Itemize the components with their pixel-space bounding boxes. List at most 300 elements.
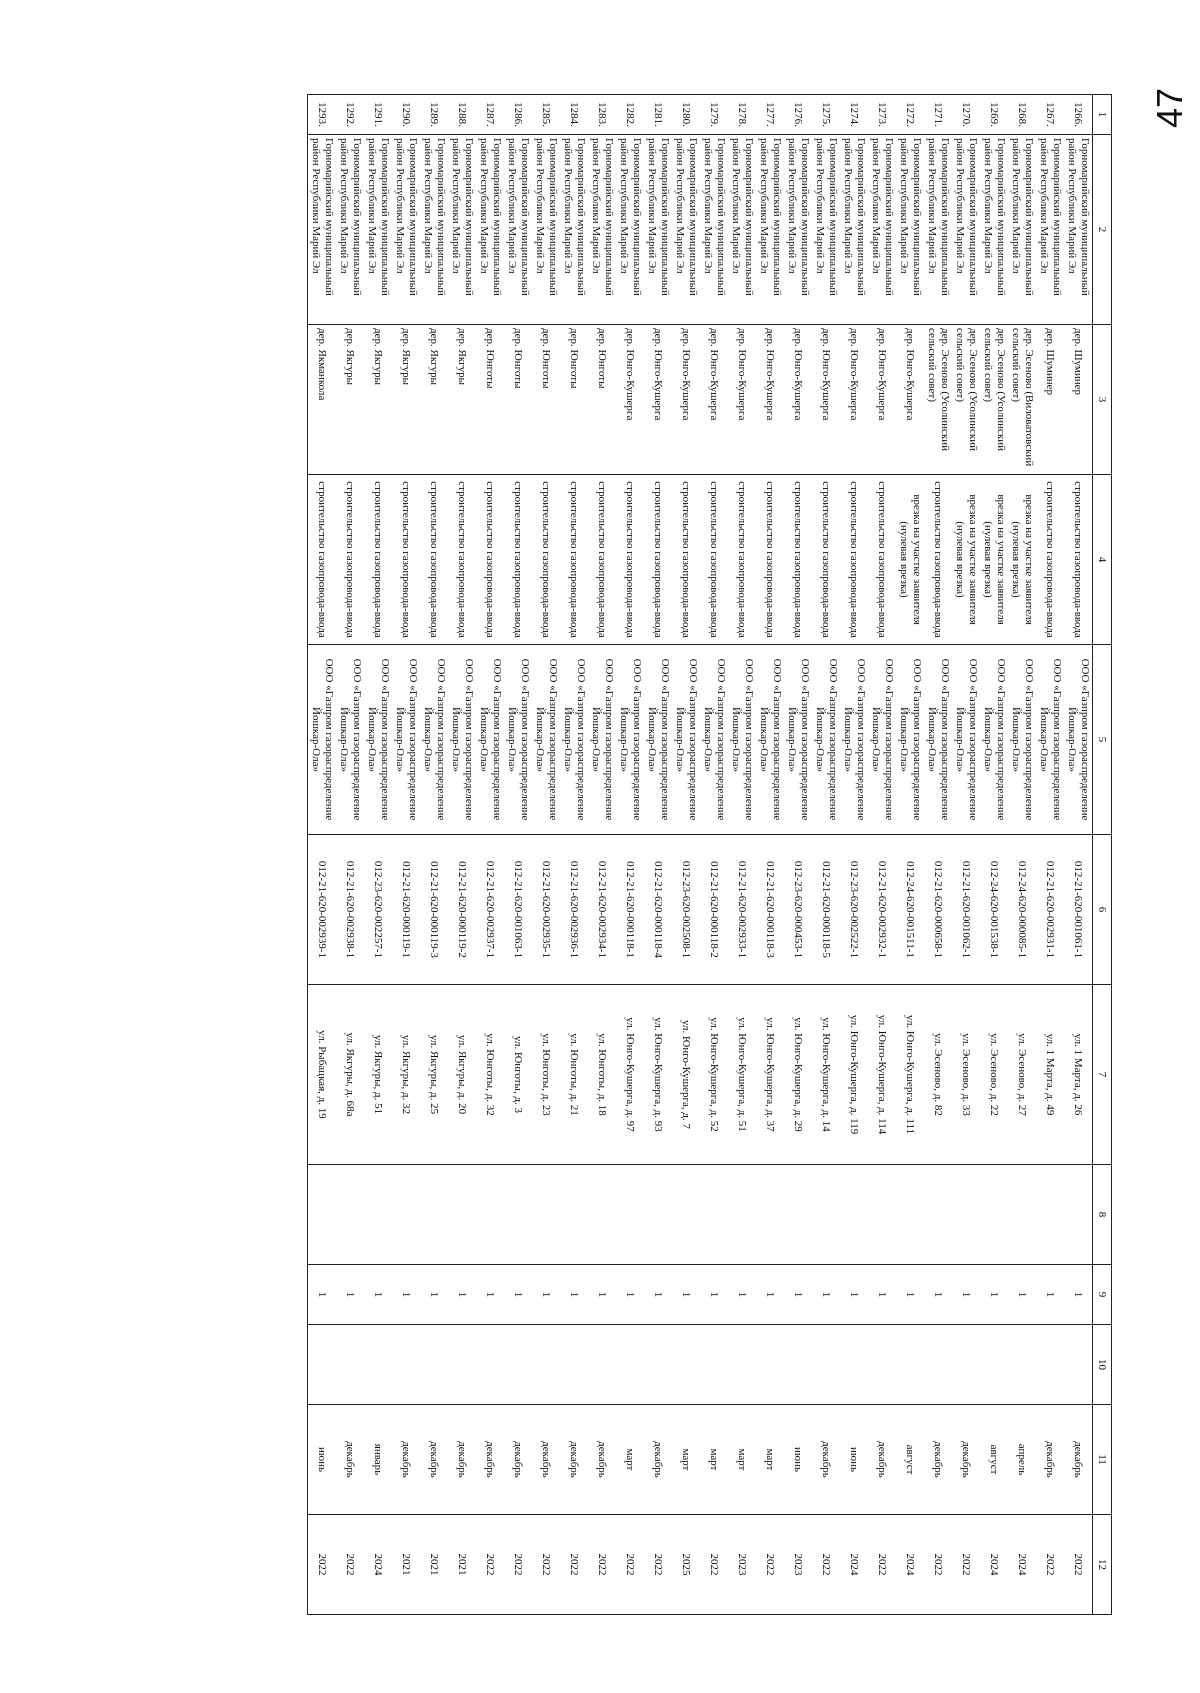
- cell-col-8: [308, 1165, 337, 1265]
- cell-row-number: 1276.: [784, 95, 812, 135]
- cell-col-8: [672, 1165, 700, 1265]
- cell-col-10: [560, 1325, 588, 1405]
- cell-col-10: [896, 1325, 924, 1405]
- cell-municipality: Горномарийский муниципальный район Республики Марий Эл: [476, 135, 504, 325]
- cell-year: 2024: [1008, 1515, 1036, 1615]
- cell-address: ул. Юнготы, д. 3: [504, 985, 532, 1165]
- cell-work-type: строительство газопровода-ввода: [840, 475, 868, 645]
- cell-settlement: дер. Якманкола: [308, 325, 337, 475]
- cell-col-8: [448, 1165, 476, 1265]
- cell-col-10: [980, 1325, 1008, 1405]
- cell-col-8: [784, 1165, 812, 1265]
- cell-col-10: [728, 1325, 756, 1405]
- cell-work-type: строительство газопровода-ввода: [336, 475, 364, 645]
- cell-row-number: 1290.: [392, 95, 420, 135]
- cell-work-type: строительство газопровода-ввода: [504, 475, 532, 645]
- cell-month: декабрь: [1064, 1405, 1093, 1515]
- cell-month: январь: [364, 1405, 392, 1515]
- cell-work-type: строительство газопровода-ввода: [560, 475, 588, 645]
- cell-col-8: [420, 1165, 448, 1265]
- table-row: [728, 95, 756, 1615]
- cell-col-8: [896, 1165, 924, 1265]
- cell-col-10: [840, 1325, 868, 1405]
- cell-work-type: строительство газопровода-ввода: [756, 475, 784, 645]
- column-header: 8: [1093, 1165, 1112, 1265]
- table-row: [700, 95, 728, 1615]
- cell-count: 1: [924, 1265, 952, 1325]
- cell-organization: ООО «Газпром газораспределение Йошкар-Ола»: [700, 645, 728, 835]
- cell-work-type: врезка на участке заявителя (нулевая врезка): [952, 475, 980, 645]
- cell-col-8: [336, 1165, 364, 1265]
- column-header: 5: [1093, 645, 1112, 835]
- cell-application-number: 012-21-620-002939-1: [308, 835, 337, 985]
- cell-settlement: дер. Якгуры: [448, 325, 476, 475]
- cell-count: 1: [588, 1265, 616, 1325]
- table-body: [308, 95, 1093, 1615]
- table-row: [532, 95, 560, 1615]
- cell-organization: ООО «Газпром газораспределение Йошкар-Ола»: [1008, 645, 1036, 835]
- cell-application-number: 012-23-620-000453-1: [784, 835, 812, 985]
- table-row: [476, 95, 504, 1615]
- cell-month: декабрь: [336, 1405, 364, 1515]
- table-row: [616, 95, 644, 1615]
- column-header: 9: [1093, 1265, 1112, 1325]
- cell-year: 2021: [420, 1515, 448, 1615]
- cell-col-8: [812, 1165, 840, 1265]
- cell-address: ул. Юнготы, д. 32: [476, 985, 504, 1165]
- table-row: [392, 95, 420, 1615]
- cell-count: 1: [812, 1265, 840, 1325]
- cell-organization: ООО «Газпром газораспределение Йошкар-Ола»: [896, 645, 924, 835]
- cell-col-8: [560, 1165, 588, 1265]
- cell-row-number: 1281.: [644, 95, 672, 135]
- cell-organization: ООО «Газпром газораспределение Йошкар-Ола»: [392, 645, 420, 835]
- cell-settlement: дер. Юнго-Кушерга: [616, 325, 644, 475]
- cell-year: 2024: [840, 1515, 868, 1615]
- cell-year: 2022: [924, 1515, 952, 1615]
- cell-count: 1: [1008, 1265, 1036, 1325]
- cell-municipality: Горномарийский муниципальный район Республики Марий Эл: [840, 135, 868, 325]
- table-row: [336, 95, 364, 1615]
- cell-col-10: [392, 1325, 420, 1405]
- cell-row-number: 1277.: [756, 95, 784, 135]
- cell-address: ул. 1 Марта, д. 26: [1064, 985, 1093, 1165]
- cell-organization: ООО «Газпром газораспределение Йошкар-Ола»: [420, 645, 448, 835]
- cell-municipality: Горномарийский муниципальный район Республики Марий Эл: [812, 135, 840, 325]
- cell-organization: ООО «Газпром газораспределение Йошкар-Ола»: [616, 645, 644, 835]
- cell-settlement: дер. Якгуры: [392, 325, 420, 475]
- table-row: [1036, 95, 1064, 1615]
- cell-address: ул. Якгуры, д. 68а: [336, 985, 364, 1165]
- cell-address: ул. Эсеново, д. 27: [1008, 985, 1036, 1165]
- cell-settlement: дер. Юнго-Кушерга: [728, 325, 756, 475]
- table-row: [980, 95, 1008, 1615]
- cell-col-10: [336, 1325, 364, 1405]
- cell-col-10: [924, 1325, 952, 1405]
- table-row: [560, 95, 588, 1615]
- cell-col-8: [952, 1165, 980, 1265]
- cell-row-number: 1268.: [1008, 95, 1036, 135]
- cell-work-type: строительство газопровода-ввода: [476, 475, 504, 645]
- table-row: [952, 95, 980, 1615]
- table-row: [784, 95, 812, 1615]
- cell-organization: ООО «Газпром газораспределение Йошкар-Ола»: [784, 645, 812, 835]
- cell-year: 2022: [700, 1515, 728, 1615]
- cell-month: март: [616, 1405, 644, 1515]
- cell-col-8: [392, 1165, 420, 1265]
- cell-address: ул. Якгуры, д. 32: [392, 985, 420, 1165]
- cell-col-10: [476, 1325, 504, 1405]
- cell-application-number: 012-21-620-000119-3: [420, 835, 448, 985]
- page-number: 47: [1149, 87, 1190, 129]
- cell-count: 1: [896, 1265, 924, 1325]
- cell-year: 2022: [1036, 1515, 1064, 1615]
- cell-count: 1: [560, 1265, 588, 1325]
- cell-settlement: дер. Эсеново (Усолинский сельский совет): [952, 325, 980, 475]
- cell-municipality: Горномарийский муниципальный район Республики Марий Эл: [700, 135, 728, 325]
- cell-application-number: 012-21-620-002934-1: [588, 835, 616, 985]
- cell-col-10: [588, 1325, 616, 1405]
- cell-row-number: 1267.: [1036, 95, 1064, 135]
- cell-year: 2022: [644, 1515, 672, 1615]
- cell-settlement: дер. Якгуры: [336, 325, 364, 475]
- cell-col-10: [504, 1325, 532, 1405]
- cell-col-8: [1008, 1165, 1036, 1265]
- cell-count: 1: [840, 1265, 868, 1325]
- cell-col-10: [308, 1325, 337, 1405]
- cell-work-type: строительство газопровода-ввода: [532, 475, 560, 645]
- table-row: [504, 95, 532, 1615]
- cell-year: 2022: [756, 1515, 784, 1615]
- cell-organization: ООО «Газпром газораспределение Йошкар-Ола»: [924, 645, 952, 835]
- cell-settlement: дер. Эсеново (Усолинский сельский совет): [924, 325, 952, 475]
- cell-col-8: [1064, 1165, 1093, 1265]
- cell-year: 2022: [476, 1515, 504, 1615]
- cell-col-10: [1008, 1325, 1036, 1405]
- cell-col-8: [840, 1165, 868, 1265]
- cell-count: 1: [420, 1265, 448, 1325]
- cell-work-type: строительство газопровода-ввода: [448, 475, 476, 645]
- cell-address: ул. Рыбацкая, д. 19: [308, 985, 337, 1165]
- cell-row-number: 1285.: [532, 95, 560, 135]
- cell-settlement: дер. Юнго-Кушерга: [840, 325, 868, 475]
- cell-municipality: Горномарийский муниципальный район Республики Марий Эл: [532, 135, 560, 325]
- cell-month: июнь: [840, 1405, 868, 1515]
- cell-month: апрель: [1008, 1405, 1036, 1515]
- cell-month: декабрь: [924, 1405, 952, 1515]
- cell-municipality: Горномарийский муниципальный район Республики Марий Эл: [1036, 135, 1064, 325]
- cell-month: июнь: [784, 1405, 812, 1515]
- cell-row-number: 1272.: [896, 95, 924, 135]
- cell-count: 1: [980, 1265, 1008, 1325]
- cell-work-type: врезка на участке заявителя (нулевая врезка): [896, 475, 924, 645]
- cell-col-10: [532, 1325, 560, 1405]
- cell-col-8: [504, 1165, 532, 1265]
- cell-address: ул. Якгуры, д. 20: [448, 985, 476, 1165]
- cell-col-8: [980, 1165, 1008, 1265]
- cell-organization: ООО «Газпром газораспределение Йошкар-Ола»: [672, 645, 700, 835]
- cell-col-8: [588, 1165, 616, 1265]
- cell-municipality: Горномарийский муниципальный район Республики Марий Эл: [616, 135, 644, 325]
- cell-row-number: 1273.: [868, 95, 896, 135]
- cell-row-number: 1283.: [588, 95, 616, 135]
- column-header: 1: [1093, 95, 1112, 135]
- cell-row-number: 1274.: [840, 95, 868, 135]
- cell-application-number: 012-21-620-000118-1: [616, 835, 644, 985]
- cell-work-type: врезка на участке заявителя (нулевая врезка): [980, 475, 1008, 645]
- cell-address: ул. Юнго-Кушерга, д. 7: [672, 985, 700, 1165]
- cell-address: ул. Юнго-Кушерга, д. 14: [812, 985, 840, 1165]
- cell-col-8: [868, 1165, 896, 1265]
- cell-year: 2022: [1064, 1515, 1093, 1615]
- cell-year: 2021: [392, 1515, 420, 1615]
- cell-month: декабрь: [588, 1405, 616, 1515]
- cell-application-number: 012-23-620-002522-1: [840, 835, 868, 985]
- cell-month: декабрь: [644, 1405, 672, 1515]
- cell-organization: ООО «Газпром газораспределение Йошкар-Ола»: [364, 645, 392, 835]
- cell-application-number: 012-21-620-001063-1: [504, 835, 532, 985]
- cell-col-8: [532, 1165, 560, 1265]
- cell-municipality: Горномарийский муниципальный район Республики Марий Эл: [868, 135, 896, 325]
- cell-municipality: Горномарийский муниципальный район Республики Марий Эл: [644, 135, 672, 325]
- cell-application-number: 012-21-620-000118-3: [756, 835, 784, 985]
- cell-count: 1: [504, 1265, 532, 1325]
- cell-count: 1: [1064, 1265, 1093, 1325]
- cell-organization: ООО «Газпром газораспределение Йошкар-Ола»: [560, 645, 588, 835]
- cell-municipality: Горномарийский муниципальный район Республики Марий Эл: [896, 135, 924, 325]
- cell-count: 1: [644, 1265, 672, 1325]
- cell-year: 2022: [308, 1515, 337, 1615]
- cell-address: ул. Юнго-Кушерга, д. 119: [840, 985, 868, 1165]
- cell-settlement: дер. Юнготы: [504, 325, 532, 475]
- rotated-table-container: [202, 94, 1112, 1614]
- cell-month: декабрь: [560, 1405, 588, 1515]
- cell-municipality: Горномарийский муниципальный район Республики Марий Эл: [308, 135, 337, 325]
- cell-settlement: дер. Якгуры: [364, 325, 392, 475]
- table-row: [1064, 95, 1093, 1615]
- cell-address: ул. Юнго-Кушерга, д. 51: [728, 985, 756, 1165]
- cell-col-10: [672, 1325, 700, 1405]
- cell-application-number: 012-21-620-002932-1: [868, 835, 896, 985]
- cell-organization: ООО «Газпром газораспределение Йошкар-Ола»: [812, 645, 840, 835]
- cell-settlement: дер. Юнго-Кушерга: [784, 325, 812, 475]
- cell-row-number: 1279.: [700, 95, 728, 135]
- cell-count: 1: [672, 1265, 700, 1325]
- cell-work-type: строительство газопровода-ввода: [364, 475, 392, 645]
- cell-count: 1: [392, 1265, 420, 1325]
- cell-organization: ООО «Газпром газораспределение Йошкар-Ола»: [1064, 645, 1093, 835]
- cell-municipality: Горномарийский муниципальный район Республики Марий Эл: [560, 135, 588, 325]
- cell-address: ул. Юнго-Кушерга, д. 111: [896, 985, 924, 1165]
- cell-address: ул. Эсеново, д. 82: [924, 985, 952, 1165]
- cell-row-number: 1291.: [364, 95, 392, 135]
- cell-year: 2022: [868, 1515, 896, 1615]
- cell-address: ул. Юнготы, д. 23: [532, 985, 560, 1165]
- cell-settlement: дер. Якгуры: [420, 325, 448, 475]
- cell-month: март: [672, 1405, 700, 1515]
- column-header: 7: [1093, 985, 1112, 1165]
- cell-count: 1: [756, 1265, 784, 1325]
- cell-settlement: дер. Юнго-Кушерга: [812, 325, 840, 475]
- table-row: [896, 95, 924, 1615]
- cell-municipality: Горномарийский муниципальный район Республики Марий Эл: [448, 135, 476, 325]
- cell-row-number: 1275.: [812, 95, 840, 135]
- cell-col-10: [420, 1325, 448, 1405]
- cell-municipality: Горномарийский муниципальный район Республики Марий Эл: [336, 135, 364, 325]
- table-row: [1008, 95, 1036, 1615]
- cell-address: ул. Юнго-Кушерга, д. 97: [616, 985, 644, 1165]
- table-row: [420, 95, 448, 1615]
- cell-year: 2023: [728, 1515, 756, 1615]
- cell-settlement: дер. Юнготы: [560, 325, 588, 475]
- cell-year: 2023: [784, 1515, 812, 1615]
- cell-col-10: [1036, 1325, 1064, 1405]
- cell-month: декабрь: [1036, 1405, 1064, 1515]
- cell-count: 1: [700, 1265, 728, 1325]
- cell-year: 2022: [952, 1515, 980, 1615]
- cell-row-number: 1282.: [616, 95, 644, 135]
- cell-month: декабрь: [868, 1405, 896, 1515]
- table-row: [672, 95, 700, 1615]
- cell-work-type: строительство газопровода-ввода: [728, 475, 756, 645]
- cell-col-10: [644, 1325, 672, 1405]
- table-row: [448, 95, 476, 1615]
- cell-col-10: [364, 1325, 392, 1405]
- cell-col-10: [952, 1325, 980, 1405]
- header-row: [1093, 95, 1112, 1615]
- cell-settlement: дер. Юнготы: [476, 325, 504, 475]
- cell-year: 2024: [364, 1515, 392, 1615]
- cell-work-type: строительство газопровода-ввода: [672, 475, 700, 645]
- column-header: 4: [1093, 475, 1112, 645]
- cell-year: 2022: [532, 1515, 560, 1615]
- cell-count: 1: [364, 1265, 392, 1325]
- cell-month: декабрь: [420, 1405, 448, 1515]
- cell-application-number: 012-21-620-002933-1: [728, 835, 756, 985]
- cell-month: декабрь: [952, 1405, 980, 1515]
- cell-month: август: [980, 1405, 1008, 1515]
- cell-application-number: 012-21-620-000118-2: [700, 835, 728, 985]
- cell-application-number: 012-21-620-000119-2: [448, 835, 476, 985]
- cell-work-type: строительство газопровода-ввода: [1036, 475, 1064, 645]
- cell-address: ул. Юнго-Кушерга, д. 93: [644, 985, 672, 1165]
- cell-row-number: 1287.: [476, 95, 504, 135]
- cell-address: ул. Эсеново, д. 22: [980, 985, 1008, 1165]
- cell-municipality: Горномарийский муниципальный район Республики Марий Эл: [504, 135, 532, 325]
- cell-col-8: [756, 1165, 784, 1265]
- cell-application-number: 012-21-620-002938-1: [336, 835, 364, 985]
- cell-row-number: 1280.: [672, 95, 700, 135]
- cell-row-number: 1266.: [1064, 95, 1093, 135]
- cell-organization: ООО «Газпром газораспределение Йошкар-Ола»: [980, 645, 1008, 835]
- cell-municipality: Горномарийский муниципальный район Республики Марий Эл: [952, 135, 980, 325]
- cell-municipality: Горномарийский муниципальный район Республики Марий Эл: [392, 135, 420, 325]
- cell-row-number: 1292.: [336, 95, 364, 135]
- cell-organization: ООО «Газпром газораспределение Йошкар-Ола»: [504, 645, 532, 835]
- cell-organization: ООО «Газпром газораспределение Йошкар-Ола»: [588, 645, 616, 835]
- cell-col-8: [616, 1165, 644, 1265]
- cell-application-number: 012-21-620-001062-1: [952, 835, 980, 985]
- cell-application-number: 012-21-620-000118-5: [812, 835, 840, 985]
- cell-application-number: 012-21-620-000658-1: [924, 835, 952, 985]
- cell-work-type: строительство газопровода-ввода: [616, 475, 644, 645]
- cell-settlement: дер. Юнго-Кушерга: [756, 325, 784, 475]
- cell-month: декабрь: [504, 1405, 532, 1515]
- cell-col-10: [616, 1325, 644, 1405]
- cell-address: ул. Юнго-Кушерга, д. 52: [700, 985, 728, 1165]
- cell-application-number: 012-24-620-001511-1: [896, 835, 924, 985]
- cell-organization: ООО «Газпром газораспределение Йошкар-Ола»: [532, 645, 560, 835]
- cell-row-number: 1269.: [980, 95, 1008, 135]
- cell-work-type: строительство газопровода-ввода: [392, 475, 420, 645]
- cell-organization: ООО «Газпром газораспределение Йошкар-Ола»: [476, 645, 504, 835]
- cell-work-type: строительство газопровода-ввода: [868, 475, 896, 645]
- cell-row-number: 1293.: [308, 95, 337, 135]
- cell-col-10: [756, 1325, 784, 1405]
- cell-work-type: строительство газопровода-ввода: [812, 475, 840, 645]
- cell-col-8: [644, 1165, 672, 1265]
- cell-organization: ООО «Газпром газораспределение Йошкар-Ола»: [728, 645, 756, 835]
- cell-col-8: [1036, 1165, 1064, 1265]
- cell-month: март: [756, 1405, 784, 1515]
- table-header: [1093, 95, 1112, 1615]
- cell-municipality: Горномарийский муниципальный район Республики Марий Эл: [672, 135, 700, 325]
- cell-settlement: дер. Юнготы: [588, 325, 616, 475]
- cell-settlement: дер. Эсеново (Усолинский сельский совет): [980, 325, 1008, 475]
- cell-year: 2022: [560, 1515, 588, 1615]
- cell-organization: ООО «Газпром газораспределение Йошкар-Ола»: [308, 645, 337, 835]
- cell-municipality: Горномарийский муниципальный район Республики Марий Эл: [756, 135, 784, 325]
- cell-col-10: [700, 1325, 728, 1405]
- cell-year: 2025: [672, 1515, 700, 1615]
- cell-work-type: врезка на участке заявителя (нулевая врезка): [1008, 475, 1036, 645]
- cell-application-number: 012-21-620-001061-1: [1064, 835, 1093, 985]
- cell-row-number: 1286.: [504, 95, 532, 135]
- cell-row-number: 1278.: [728, 95, 756, 135]
- cell-application-number: 012-21-620-002931-1: [1036, 835, 1064, 985]
- cell-month: август: [896, 1405, 924, 1515]
- cell-work-type: строительство газопровода-ввода: [588, 475, 616, 645]
- cell-year: 2022: [616, 1515, 644, 1615]
- cell-address: ул. Якгуры, д. 25: [420, 985, 448, 1165]
- cell-organization: ООО «Газпром газораспределение Йошкар-Ола»: [952, 645, 980, 835]
- table-row: [868, 95, 896, 1615]
- column-header: 2: [1093, 135, 1112, 325]
- cell-organization: ООО «Газпром газораспределение Йошкар-Ола»: [448, 645, 476, 835]
- cell-year: 2022: [504, 1515, 532, 1615]
- cell-count: 1: [336, 1265, 364, 1325]
- cell-count: 1: [616, 1265, 644, 1325]
- cell-row-number: 1284.: [560, 95, 588, 135]
- cell-address: ул. Эсеново, д. 33: [952, 985, 980, 1165]
- cell-settlement: дер. Юнго-Кушерга: [700, 325, 728, 475]
- cell-organization: ООО «Газпром газораспределение Йошкар-Ола»: [644, 645, 672, 835]
- cell-organization: ООО «Газпром газораспределение Йошкар-Ола»: [336, 645, 364, 835]
- cell-settlement: дер. Эсеново (Виловатовский сельский совет): [1008, 325, 1036, 475]
- cell-settlement: дер. Юнго-Кушерга: [644, 325, 672, 475]
- cell-municipality: Горномарийский муниципальный район Республики Марий Эл: [364, 135, 392, 325]
- cell-work-type: строительство газопровода-ввода: [924, 475, 952, 645]
- table-row: [308, 95, 337, 1615]
- cell-year: 2024: [980, 1515, 1008, 1615]
- table-row: [588, 95, 616, 1615]
- cell-settlement: дер. Юнго-Кушерга: [896, 325, 924, 475]
- cell-municipality: Горномарийский муниципальный район Республики Марий Эл: [588, 135, 616, 325]
- cell-month: декабрь: [812, 1405, 840, 1515]
- cell-col-8: [476, 1165, 504, 1265]
- cell-col-10: [812, 1325, 840, 1405]
- cell-col-8: [728, 1165, 756, 1265]
